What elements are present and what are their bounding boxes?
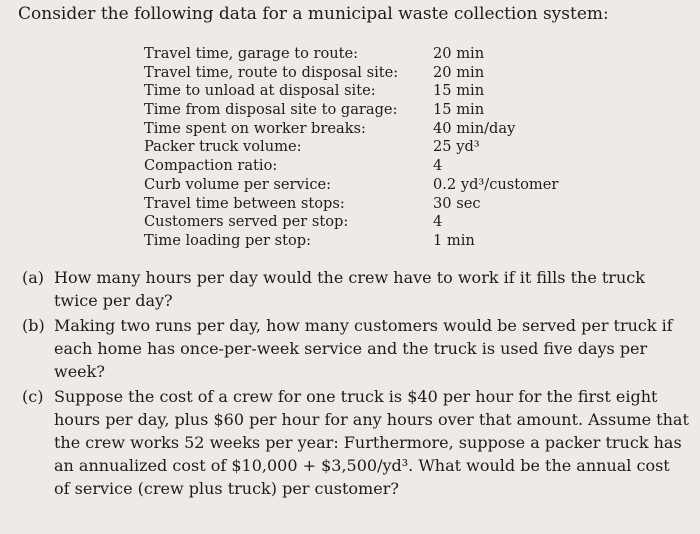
data-value: 4	[433, 213, 443, 231]
data-label: Time to unload at disposal site:	[144, 82, 376, 100]
data-label: Travel time between stops:	[144, 194, 345, 212]
intro-text: Consider the following data for a municipal waste collection system:	[18, 4, 609, 24]
data-value: 25 yd³	[433, 138, 480, 156]
data-value: 20 min	[433, 45, 485, 62]
question-list	[22, 266, 692, 502]
question-text: How many hours per day would the crew have to work if it fills the truck twice per day?	[54, 268, 645, 310]
data-value: 15 min	[433, 82, 485, 100]
data-value: 20 min	[433, 63, 485, 81]
data-label: Compaction ratio:	[144, 157, 278, 175]
data-value: 1 min	[433, 231, 475, 249]
data-value: 15 min	[433, 101, 485, 119]
data-label: Packer truck volume:	[144, 138, 302, 156]
question-letter: (c)	[22, 387, 44, 406]
data-label: Time loading per stop:	[144, 231, 312, 249]
data-value: 4	[433, 157, 443, 175]
data-label: Time from disposal site to garage:	[144, 101, 398, 119]
data-value: 30 sec	[433, 194, 481, 212]
data-value: 0.2 yd³/customer	[433, 175, 559, 193]
question-letter: (b)	[22, 316, 45, 335]
question-letter: (a)	[22, 268, 45, 287]
data-label: Time spent on worker breaks:	[144, 119, 366, 137]
data-label: Travel time, garage to route:	[144, 45, 359, 62]
data-label: Travel time, route to disposal site:	[144, 63, 399, 81]
question-text: Suppose the cost of a crew for one truck is $40 per hour for the first eight hours per day, plus $60 per hour for any hours over that amount. Assume that the crew works 52 weeks per year: Furthermore, suppose a packer truck has an annualized cost of $10,000 + $3,500/yd³. What would be the annual cost of service (crew plus truck) per customer?	[54, 387, 689, 498]
question-b	[22, 314, 692, 383]
question-c	[22, 385, 692, 500]
question-a	[22, 266, 692, 312]
data-value: 40 min/day	[433, 119, 516, 137]
data-label: Curb volume per service:	[144, 175, 332, 193]
question-text: Making two runs per day, how many customers would be served per truck if each home has once-per-week service and the truck is used five days per week?	[54, 316, 673, 381]
data-label: Customers served per stop:	[144, 213, 349, 231]
